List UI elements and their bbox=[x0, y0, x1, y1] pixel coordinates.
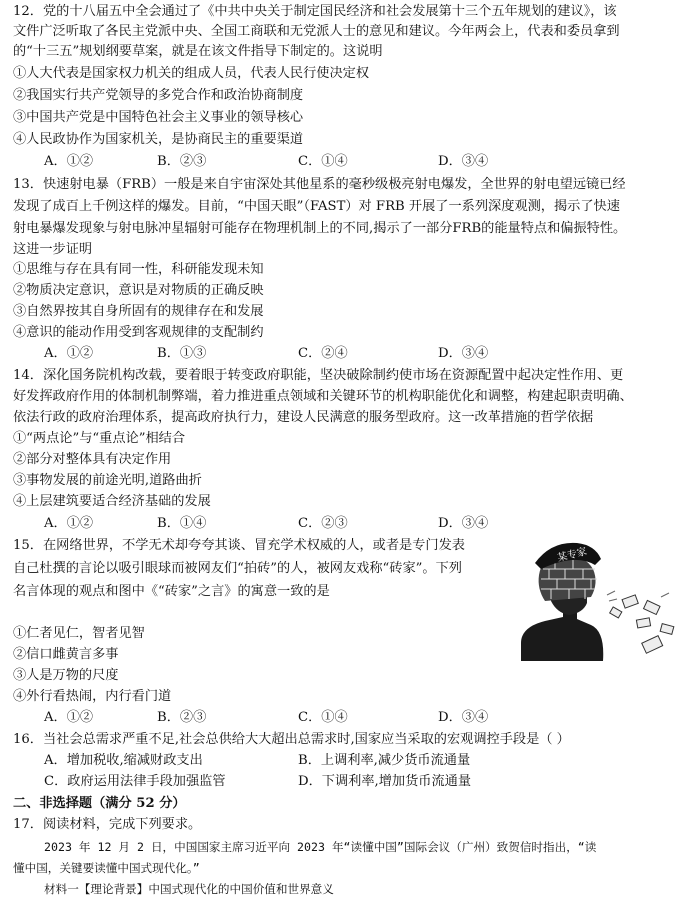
q12-line-2: 文件广泛听取了各民主党派中央、全国工商联和无党派人士的意见和建议。今年两会上，代表和委员拿到 bbox=[13, 24, 620, 39]
q12-statement-4: ④人民政协作为国家机关，是协商民主的重要渠道 bbox=[13, 132, 304, 147]
q12-statement-3: ③中国共产党是中国特色社会主义事业的领导核心 bbox=[13, 110, 304, 125]
q13-option-c[interactable]: C．②④ bbox=[298, 346, 348, 361]
q13-line-3: 射电暴爆发现象与射电脉冲星辐射可能存在物理机制上的不同,揭示了一部分FRB的能量特点和偏振特性。 bbox=[13, 221, 627, 236]
q16-option-d[interactable]: D．下调利率,增加货币流通量 bbox=[298, 774, 472, 789]
q12-line-1: 12．党的十八届五中全会通过了《中共中央关于制定国民经济和社会发展第十三个五年规划的建议》，该 bbox=[13, 4, 617, 19]
q13-line-4: 这进一步证明 bbox=[13, 242, 93, 257]
q17-para-1-text: 2023 年 12 月 2 日，中国国家主席习近平向 2023 年“读懂中国”国际会议（广州）致贺信时指出，“读 bbox=[44, 840, 597, 854]
cartoon-illustration bbox=[511, 539, 679, 661]
q15-option-c[interactable]: C．①④ bbox=[298, 710, 348, 725]
q13-option-d[interactable]: D．③④ bbox=[438, 346, 489, 361]
q15-option-a[interactable]: A．①② bbox=[44, 710, 94, 725]
q16-option-c[interactable]: C．政府运用法律手段加强监管 bbox=[44, 774, 226, 789]
q17-material-1 bbox=[44, 879, 334, 899]
q17-material-1-text: 材料一【理论背景】中国式现代化的中国价值和世界意义 bbox=[44, 882, 334, 896]
q14-statement-2: ②部分对整体具有决定作用 bbox=[13, 452, 172, 467]
q14-line-1: 14．深化国务院机构改载，要着眼于转变政府职能，坚决破除制约使市场在资源配置中起决定性作用、更 bbox=[13, 368, 624, 383]
q16-option-b[interactable]: B．上调利率,减少货币流通量 bbox=[298, 753, 471, 768]
q15-statement-3: ③人是万物的尺度 bbox=[13, 668, 119, 683]
q17-stem: 17．阅读材料，完成下列要求。 bbox=[13, 817, 202, 832]
q12-line-3: 的“十三五”规划纲要草案，就是在该文件指导下制定的。这说明 bbox=[13, 44, 383, 59]
q15-option-d[interactable]: D．③④ bbox=[438, 710, 489, 725]
q13-line-2: 发现了成百上千例这样的爆发。目前，“中国天眼”（FAST）对 FRB 开展了一系列深度观测，揭示了快速 bbox=[13, 199, 620, 214]
q12-statement-2: ②我国实行共产党领导的多党合作和政治协商制度 bbox=[13, 88, 304, 103]
q14-option-c[interactable]: C．②③ bbox=[298, 516, 348, 531]
motion-lines bbox=[607, 591, 669, 601]
q13-statement-2: ②物质决定意识，意识是对物质的正确反映 bbox=[13, 283, 264, 298]
q12-option-c[interactable]: C．①④ bbox=[298, 154, 348, 169]
q15-statement-4: ④外行看热闹，内行看门道 bbox=[13, 689, 172, 704]
q14-option-b[interactable]: B．①④ bbox=[157, 516, 207, 531]
q15-line-3: 名言体现的观点和图中《“砖家”之言》的寓意一致的是 bbox=[13, 584, 330, 599]
q12-option-d[interactable]: D．③④ bbox=[438, 154, 489, 169]
q14-statement-4: ④上层建筑要适合经济基础的发展 bbox=[13, 494, 211, 509]
q16-option-a[interactable]: A．增加税收,缩减财政支出 bbox=[44, 753, 203, 768]
q15-statement-2: ②信口雌黄言多事 bbox=[13, 647, 119, 662]
brick-expert-cartoon bbox=[511, 539, 679, 661]
hat-label: 某专家 bbox=[556, 546, 589, 565]
q17-para-1 bbox=[44, 837, 596, 857]
q13-statement-1: ①思维与存在具有同一性，科研能发现未知 bbox=[13, 262, 264, 277]
flying-bricks bbox=[610, 595, 674, 653]
q13-line-1: 13．快速射电暴（FRB）一般是来自宇宙深处其他星系的毫秒级极亮射电爆发，全世界的射电望远镜已经 bbox=[13, 177, 626, 192]
q14-line-3: 依法行政的政府治理体系，提高政府执行力，建设人民满意的服务型政府。这一改革措施的哲学依据 bbox=[13, 410, 594, 425]
q15-option-b[interactable]: B．②③ bbox=[157, 710, 207, 725]
q14-statement-1: ①“两点论”与“重点论”相结合 bbox=[13, 431, 186, 446]
q13-statement-3: ③自然界按其自身所固有的规律存在和发展 bbox=[13, 304, 264, 319]
q14-line-2: 好发挥政府作用的体制机制弊端，着力推进重点领域和关键环节的机构职能优化和调整，构建起职责明确、 bbox=[13, 389, 633, 404]
section-2-heading: 二、非选择题（满分 52 分） bbox=[13, 796, 186, 811]
q12-option-b[interactable]: B．②③ bbox=[157, 154, 207, 169]
q15-statement-1: ①仁者见仁，智者见智 bbox=[13, 626, 145, 641]
q15-line-1: 15．在网络世界，不学无术却夸夸其谈、冒充学术权威的人，或者是专门发表 bbox=[13, 538, 465, 553]
q12-option-a[interactable]: A．①② bbox=[44, 154, 94, 169]
q12-statement-1: ①人大代表是国家权力机关的组成人员，代表人民行使决定权 bbox=[13, 66, 370, 81]
q14-statement-3: ③事物发展的前途光明,道路曲折 bbox=[13, 473, 202, 488]
q14-option-a[interactable]: A．①② bbox=[44, 516, 94, 531]
q13-statement-4: ④意识的能动作用受到客观规律的支配制约 bbox=[13, 325, 264, 340]
q15-line-2: 自己杜撰的言论以吸引眼球而被网友们“拍砖”的人，被网友戏称“砖家”。下列 bbox=[13, 561, 462, 576]
q13-option-b[interactable]: B．①③ bbox=[157, 346, 207, 361]
q14-option-d[interactable]: D．③④ bbox=[438, 516, 489, 531]
q17-para-2-text: 懂中国，关键要读懂中国式现代化。” bbox=[13, 861, 200, 875]
q13-option-a[interactable]: A．①② bbox=[44, 346, 94, 361]
q16-stem: 16．当社会总需求严重不足,社会总供给大大超出总需求时,国家应当采取的宏观调控手段是（ ） bbox=[13, 732, 570, 747]
q17-para-2 bbox=[13, 858, 200, 878]
